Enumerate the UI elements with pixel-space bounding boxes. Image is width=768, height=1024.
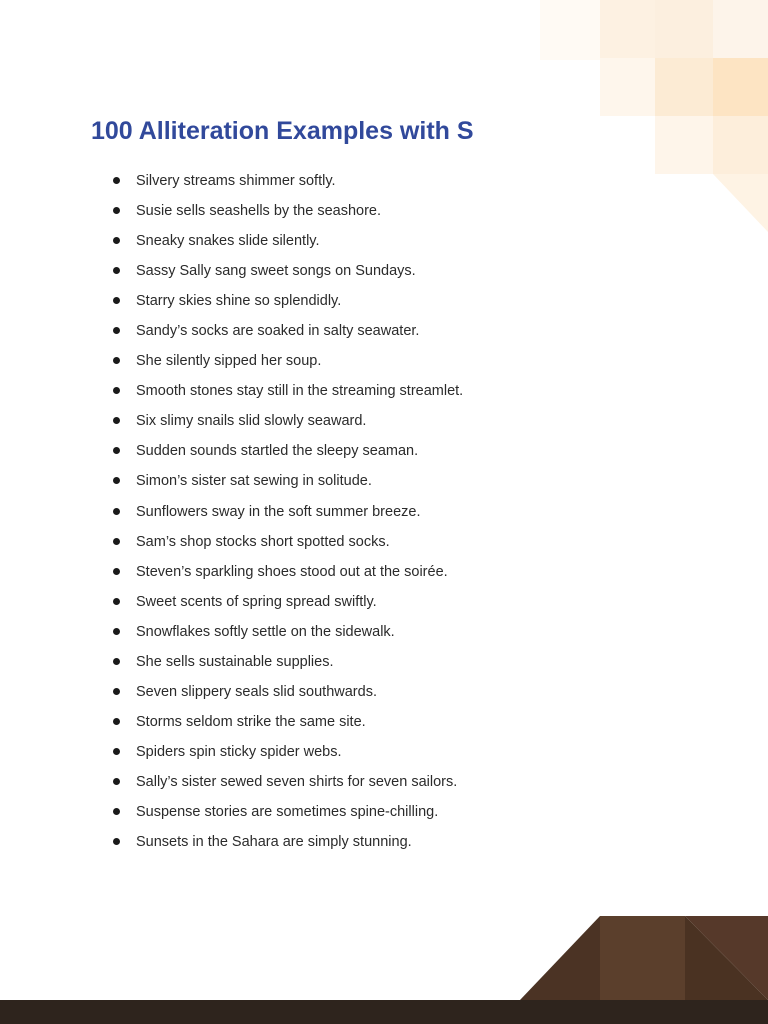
page-title: 100 Alliteration Examples with S: [91, 117, 474, 145]
list-item-text: Sally’s sister sewed seven shirts for seven sailors.: [136, 773, 458, 790]
list-item: [111, 707, 463, 737]
list-item: [111, 226, 463, 256]
bullet-icon: [113, 748, 120, 755]
bullet-icon: [113, 598, 120, 605]
list-item: [111, 767, 463, 797]
list-item-text: Smooth stones stay still in the streaming streamlet.: [136, 383, 464, 400]
list-item: [111, 166, 463, 196]
list-item: [111, 316, 463, 346]
list-item: [111, 466, 463, 496]
list-item-text: Suspense stories are sometimes spine-chilling.: [136, 803, 439, 820]
bullet-icon: [113, 628, 120, 635]
list-item-text: Sunflowers sway in the soft summer breeze.: [136, 503, 421, 520]
list-item: [111, 346, 463, 376]
bullet-icon: [113, 778, 120, 785]
list-item-text: Seven slippery seals slid southwards.: [136, 683, 377, 700]
list-item-text: Simon’s sister sat sewing in solitude.: [136, 473, 372, 490]
bullet-icon: [113, 327, 120, 334]
list-item: [111, 677, 463, 707]
bullet-icon: [113, 387, 120, 394]
list-item: [111, 797, 463, 827]
list-item-text: Storms seldom strike the same site.: [136, 713, 366, 730]
list-item-text: Sassy Sally sang sweet songs on Sundays.: [136, 263, 416, 280]
bullet-icon: [113, 838, 120, 845]
list-item-text: Starry skies shine so splendidly.: [136, 293, 342, 310]
list-item-text: Snowflakes softly settle on the sidewalk.: [136, 623, 395, 640]
list-item: [111, 737, 463, 767]
list-item: [111, 617, 463, 647]
bullet-icon: [113, 207, 120, 214]
bullet-icon: [113, 658, 120, 665]
list-item: [111, 436, 463, 466]
bullet-icon: [113, 297, 120, 304]
list-item: [111, 827, 463, 857]
list-item: [111, 286, 463, 316]
list-item-text: Sweet scents of spring spread swiftly.: [136, 593, 377, 610]
bullet-icon: [113, 808, 120, 815]
list-item-text: Spiders spin sticky spider webs.: [136, 743, 342, 760]
list-item-text: Sudden sounds startled the sleepy seaman.: [136, 443, 419, 460]
list-item: [111, 376, 463, 406]
bullet-icon: [113, 417, 120, 424]
list-item-text: Sam’s shop stocks short spotted socks.: [136, 533, 390, 550]
list-item: [111, 587, 463, 617]
list-item-text: Susie sells seashells by the seashore.: [136, 203, 382, 220]
list-item-text: She sells sustainable supplies.: [136, 653, 334, 670]
list-item: [111, 406, 463, 436]
list-item-text: Silvery streams shimmer softly.: [136, 173, 336, 189]
corner-decoration-bottom: [0, 900, 768, 1024]
list-item: [111, 527, 463, 557]
list-item: [111, 256, 463, 286]
list-item-text: Sneaky snakes slide silently.: [136, 233, 320, 250]
bullet-icon: [113, 538, 120, 545]
bullet-icon: [113, 477, 120, 484]
alliteration-list: [111, 166, 463, 857]
list-item: [111, 647, 463, 677]
bullet-icon: [113, 237, 120, 244]
bullet-icon: [113, 177, 120, 184]
list-item-text: She silently sipped her soup.: [136, 353, 322, 370]
bullet-icon: [113, 267, 120, 274]
list-item-text: Sandy’s socks are soaked in salty seawater.: [136, 323, 420, 340]
list-item-text: Sunsets in the Sahara are simply stunning.: [136, 834, 412, 851]
bullet-icon: [113, 568, 120, 575]
bullet-icon: [113, 447, 120, 454]
list-item: [111, 196, 463, 226]
list-item: [111, 557, 463, 587]
list-item-text: Steven’s sparkling shoes stood out at the soirée.: [136, 563, 448, 580]
bullet-icon: [113, 718, 120, 725]
bullet-icon: [113, 357, 120, 364]
bullet-icon: [113, 508, 120, 515]
bullet-icon: [113, 688, 120, 695]
list-item-text: Six slimy snails slid slowly seaward.: [136, 413, 367, 430]
list-item: [111, 497, 463, 527]
